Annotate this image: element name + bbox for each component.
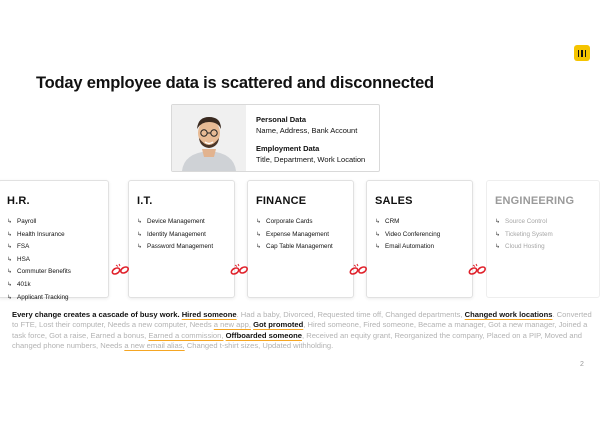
highlight-promoted: Got promoted [253, 320, 304, 330]
list-item: ↳ Ticketing System [495, 230, 553, 238]
arrow-return-icon: ↳ [7, 244, 13, 251]
list-item: ↳ Device Management [137, 218, 205, 225]
list-item: ↳ Source Control [495, 218, 548, 225]
department-name: I.T. [137, 195, 153, 207]
list-item: ↳ Payroll [7, 218, 37, 225]
arrow-return-icon: ↳ [7, 269, 13, 276]
department-card-finance [247, 180, 354, 298]
arrow-return-icon: ↳ [495, 231, 501, 238]
arrow-return-icon: ↳ [137, 244, 143, 251]
list-item: ↳ Corporate Cards [256, 218, 313, 225]
highlight-commission: Earned a commission, [148, 330, 224, 340]
paragraph-text: . Had a baby, Divorced, Requested time off, Changed departments, [236, 310, 463, 319]
department-card-sales [366, 180, 473, 298]
list-item: ↳ CRM [375, 218, 400, 225]
highlight-new-email: a new email alias, [124, 340, 185, 350]
department-name: SALES [375, 195, 413, 207]
arrow-return-icon: ↳ [375, 219, 381, 225]
list-item: ↳ Video Conferencing [375, 230, 441, 238]
employee-profile-card [171, 104, 380, 172]
paragraph-text: , Hired someone, Fired someone, Became a manager, Got a new manager, Joined a task force, Got a raise, Earned a bonus, [12, 320, 588, 340]
list-item: ↳ FSA [7, 243, 30, 251]
broken-chain-icon [229, 262, 249, 276]
arrow-return-icon: ↳ [7, 231, 13, 238]
arrow-return-icon: ↳ [256, 244, 262, 251]
broken-chain-icon [467, 262, 487, 276]
arrow-return-icon: ↳ [137, 219, 143, 225]
highlight-hired: Hired someone [181, 310, 237, 319]
arrow-return-icon: ↳ [256, 219, 262, 225]
broken-chain-icon [110, 262, 130, 276]
arrow-return-icon: ↳ [7, 281, 13, 288]
paragraph-text: , Received an equity grant, Reorganized the company, Placed on a PIP, Moved and changed phone numbers, Needs [12, 330, 583, 350]
employment-data-fields: Title, Department, Work Location [256, 155, 366, 164]
department-card-hr [0, 180, 109, 301]
list-item: ↳ Expense Management [256, 230, 330, 238]
arrow-return-icon: ↳ [495, 244, 501, 251]
page-number: 2 [580, 361, 584, 368]
arrow-return-icon: ↳ [375, 231, 381, 238]
list-item: ↳ Identity Management [137, 230, 206, 238]
personal-data-title: Personal Data [256, 115, 307, 124]
paragraph-text: . Converted to FTE, Lost their computer, Needs a new computer, Needs [12, 310, 592, 330]
arrow-return-icon: ↳ [7, 219, 13, 225]
list-item: ↳ Email Automation [375, 243, 435, 251]
arrow-return-icon: ↳ [256, 231, 262, 238]
highlight-changed-work-locations: Changed work locations [464, 310, 553, 319]
list-item: ↳ Password Management [137, 243, 214, 251]
arrow-return-icon: ↳ [7, 294, 13, 301]
department-card-it [128, 180, 235, 298]
arrow-return-icon: ↳ [7, 256, 13, 263]
highlight-new-app: a new app, [213, 320, 251, 330]
highlight-offboarded: Offboarded someone [225, 330, 302, 340]
arrow-return-icon: ↳ [495, 219, 501, 225]
department-card-engineering [486, 180, 600, 298]
lead-sentence: Every change creates a cascade of busy work. [12, 310, 180, 319]
list-item: ↳ Applicant Tracking [7, 293, 69, 301]
list-item: ↳ Health Insurance [7, 230, 65, 238]
busy-work-paragraph [12, 310, 592, 351]
department-name: ENGINEERING [495, 195, 575, 207]
arrow-return-icon: ↳ [137, 231, 143, 238]
list-item: ↳ Commuter Benefits [7, 268, 71, 276]
paragraph-text: Changed t-shirt sizes, Updated withholding. [184, 340, 334, 350]
list-item: ↳ Cloud Hosting [495, 243, 545, 251]
department-name: FINANCE [256, 195, 307, 207]
slide-title: Today employee data is scattered and disconnected [36, 74, 434, 92]
list-item: ↳ 401k [7, 280, 31, 288]
employee-photo [172, 105, 246, 171]
personal-data-fields: Name, Address, Bank Account [256, 126, 358, 135]
brand-logo-icon [574, 45, 590, 61]
department-name: H.R. [7, 195, 30, 207]
employment-data-title: Employment Data [256, 144, 320, 153]
list-item: ↳ HSA [7, 255, 30, 263]
arrow-return-icon: ↳ [375, 244, 381, 251]
broken-chain-icon [348, 262, 368, 276]
list-item: ↳ Cap Table Management [256, 243, 333, 251]
